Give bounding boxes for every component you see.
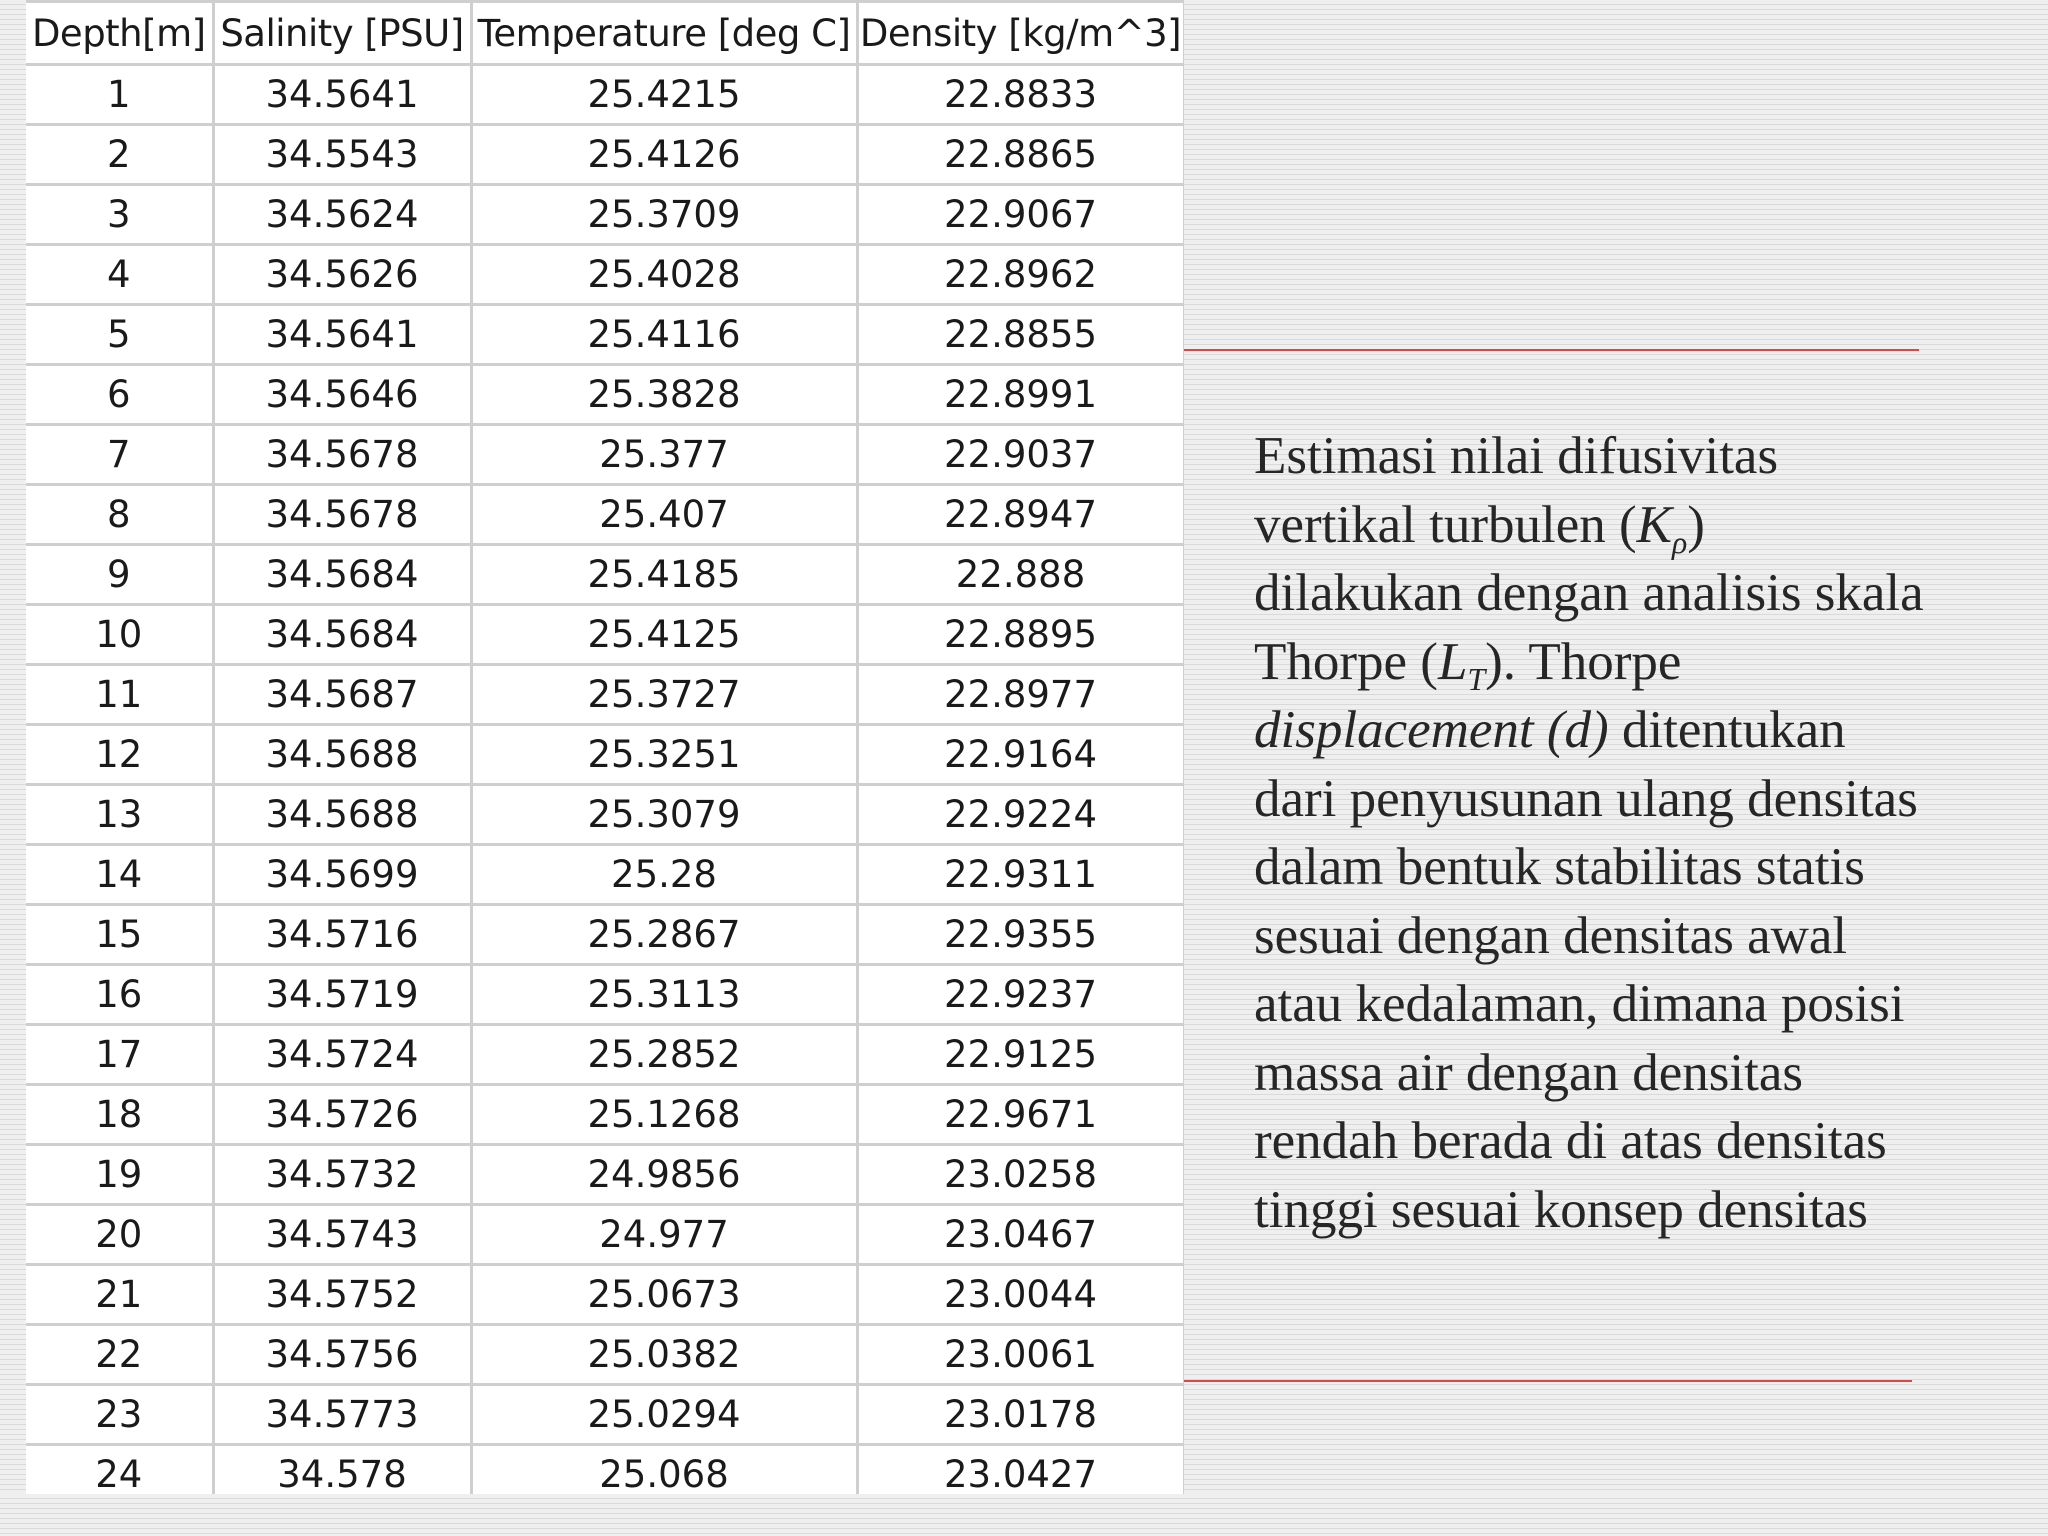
salinity-cell: 34.5624 [213, 185, 471, 245]
salinity-cell: 34.5756 [213, 1325, 471, 1385]
depth-cell: 23 [26, 1385, 213, 1445]
density-cell: 22.8895 [857, 605, 1184, 665]
density-cell: 22.9125 [857, 1025, 1184, 1085]
table-row [26, 1265, 1184, 1325]
depth-cell: 5 [26, 305, 213, 365]
description-line-3: dilakukan dengan analisis skala [1254, 564, 1924, 622]
salinity-cell: 34.5687 [213, 665, 471, 725]
density-cell: 23.0178 [857, 1385, 1184, 1445]
depth-cell: 10 [26, 605, 213, 665]
salinity-cell: 34.5724 [213, 1025, 471, 1085]
salinity-cell: 34.5716 [213, 905, 471, 965]
depth-cell: 19 [26, 1145, 213, 1205]
depth-cell: 16 [26, 965, 213, 1025]
temperature-cell: 25.4125 [471, 605, 857, 665]
density-cell: 22.9311 [857, 845, 1184, 905]
l-t-symbol: L [1437, 632, 1468, 691]
density-cell: 23.0044 [857, 1265, 1184, 1325]
temperature-cell: 25.4215 [471, 65, 857, 125]
spreadsheet-table [26, 0, 1184, 1494]
table-row [26, 1385, 1184, 1445]
density-cell: 22.9037 [857, 425, 1184, 485]
salinity-cell: 34.5678 [213, 425, 471, 485]
depth-cell: 12 [26, 725, 213, 785]
table-row [26, 305, 1184, 365]
density-cell: 22.9671 [857, 1085, 1184, 1145]
temperature-cell: 25.2867 [471, 905, 857, 965]
density-cell: 22.8855 [857, 305, 1184, 365]
description-line-9: atau kedalaman, dimana posisi [1254, 975, 1905, 1033]
table-row [26, 725, 1184, 785]
table-row [26, 545, 1184, 605]
description-line-8: sesuai dengan densitas awal [1254, 906, 1848, 965]
description-line-1: Estimasi nilai difusivitas [1254, 427, 1779, 485]
table-row [26, 365, 1184, 425]
density-cell: 22.9355 [857, 905, 1184, 965]
density-cell: 22.888 [857, 545, 1184, 605]
description-line-11: rendah berada di atas densitas [1254, 1112, 1887, 1170]
description-line-6: dari penyusunan ulang densitas [1254, 769, 1918, 828]
table-row [26, 1445, 1184, 1495]
density-cell: 23.0061 [857, 1325, 1184, 1385]
temperature-cell: 25.3113 [471, 965, 857, 1025]
description-panel [1184, 0, 2048, 1494]
temperature-cell: 25.0673 [471, 1265, 857, 1325]
density-cell: 22.9067 [857, 185, 1184, 245]
salinity-cell: 34.5678 [213, 485, 471, 545]
temperature-cell: 25.1268 [471, 1085, 857, 1145]
depth-cell: 18 [26, 1085, 213, 1145]
k-rho-symbol: K [1636, 495, 1673, 554]
temperature-cell: 24.9856 [471, 1145, 857, 1205]
density-cell: 22.8833 [857, 65, 1184, 125]
temperature-cell: 25.2852 [471, 1025, 857, 1085]
temperature-cell: 25.0382 [471, 1325, 857, 1385]
table-row [26, 665, 1184, 725]
table-row [26, 845, 1184, 905]
table-row [26, 485, 1184, 545]
depth-cell: 17 [26, 1025, 213, 1085]
bottom-strip [0, 1494, 2048, 1536]
description-line-7: dalam bentuk stabilitas statis [1254, 838, 1865, 896]
table-row [26, 1025, 1184, 1085]
salinity-cell: 34.5688 [213, 725, 471, 785]
salinity-cell: 34.5743 [213, 1205, 471, 1265]
temperature-cell: 25.3709 [471, 185, 857, 245]
temperature-cell: 24.977 [471, 1205, 857, 1265]
depth-cell: 13 [26, 785, 213, 845]
density-cell: 23.0258 [857, 1145, 1184, 1205]
depth-cell: 4 [26, 245, 213, 305]
density-cell: 22.8865 [857, 125, 1184, 185]
depth-cell: 14 [26, 845, 213, 905]
depth-cell: 11 [26, 665, 213, 725]
table-row [26, 425, 1184, 485]
temperature-cell: 25.3251 [471, 725, 857, 785]
table-header-row [26, 2, 1184, 65]
top-divider-line [1184, 349, 1919, 351]
depth-cell: 8 [26, 485, 213, 545]
table-row [26, 1085, 1184, 1145]
density-cell: 22.9164 [857, 725, 1184, 785]
temperature-cell: 25.0294 [471, 1385, 857, 1445]
temperature-cell: 25.3079 [471, 785, 857, 845]
depth-cell: 1 [26, 65, 213, 125]
depth-cell: 15 [26, 905, 213, 965]
header-density: Density [kg/m^3] [857, 2, 1184, 65]
depth-cell: 3 [26, 185, 213, 245]
salinity-cell: 34.5626 [213, 245, 471, 305]
salinity-cell: 34.5641 [213, 65, 471, 125]
header-depth: Depth[m] [26, 2, 213, 65]
density-cell: 22.8977 [857, 665, 1184, 725]
header-temperature: Temperature [deg C] [471, 2, 857, 65]
temperature-cell: 25.4028 [471, 245, 857, 305]
table-row [26, 185, 1184, 245]
data-table [26, 0, 1184, 1494]
density-cell: 22.8947 [857, 485, 1184, 545]
density-cell: 22.9224 [857, 785, 1184, 845]
depth-cell: 24 [26, 1445, 213, 1495]
salinity-cell: 34.5684 [213, 605, 471, 665]
temperature-cell: 25.4116 [471, 305, 857, 365]
salinity-cell: 34.5719 [213, 965, 471, 1025]
description-line-4: Thorpe $(L_T)$. Thorpe [1254, 632, 1682, 697]
table-row [26, 785, 1184, 845]
temperature-cell: 25.3727 [471, 665, 857, 725]
temperature-cell: 25.4126 [471, 125, 857, 185]
description-line-5: displacement (d) ditentukan [1254, 701, 1846, 759]
table-row [26, 65, 1184, 125]
temperature-cell: 25.28 [471, 845, 857, 905]
depth-cell: 6 [26, 365, 213, 425]
salinity-cell: 34.5641 [213, 305, 471, 365]
table-row [26, 245, 1184, 305]
depth-cell: 21 [26, 1265, 213, 1325]
salinity-cell: 34.578 [213, 1445, 471, 1495]
temperature-cell: 25.377 [471, 425, 857, 485]
density-cell: 23.0467 [857, 1205, 1184, 1265]
description-line-12: tinggi sesuai konsep densitas [1254, 1180, 1868, 1239]
temperature-cell: 25.068 [471, 1445, 857, 1495]
depth-cell: 22 [26, 1325, 213, 1385]
description-text [1254, 422, 2034, 1244]
table-row [26, 1325, 1184, 1385]
temperature-cell: 25.407 [471, 485, 857, 545]
temperature-cell: 25.3828 [471, 365, 857, 425]
salinity-cell: 34.5699 [213, 845, 471, 905]
depth-cell: 9 [26, 545, 213, 605]
density-cell: 22.9237 [857, 965, 1184, 1025]
table-row [26, 125, 1184, 185]
depth-cell: 2 [26, 125, 213, 185]
salinity-cell: 34.5543 [213, 125, 471, 185]
salinity-cell: 34.5773 [213, 1385, 471, 1445]
table-row [26, 1205, 1184, 1265]
salinity-cell: 34.5688 [213, 785, 471, 845]
salinity-cell: 34.5732 [213, 1145, 471, 1205]
density-cell: 22.8991 [857, 365, 1184, 425]
density-cell: 23.0427 [857, 1445, 1184, 1495]
description-line-10: massa air dengan densitas [1254, 1043, 1803, 1102]
depth-cell: 7 [26, 425, 213, 485]
salinity-cell: 34.5646 [213, 365, 471, 425]
table-row [26, 1145, 1184, 1205]
bottom-divider-line [1184, 1380, 1912, 1382]
density-cell: 22.8962 [857, 245, 1184, 305]
salinity-cell: 34.5752 [213, 1265, 471, 1325]
temperature-cell: 25.4185 [471, 545, 857, 605]
salinity-cell: 34.5726 [213, 1085, 471, 1145]
salinity-cell: 34.5684 [213, 545, 471, 605]
table-row [26, 905, 1184, 965]
table-row [26, 605, 1184, 665]
description-line-2: vertikal turbulen $(K_\rho)$ [1254, 495, 1705, 560]
header-salinity: Salinity [PSU] [213, 2, 471, 65]
table-body [26, 65, 1184, 1495]
table-row [26, 965, 1184, 1025]
depth-cell: 20 [26, 1205, 213, 1265]
